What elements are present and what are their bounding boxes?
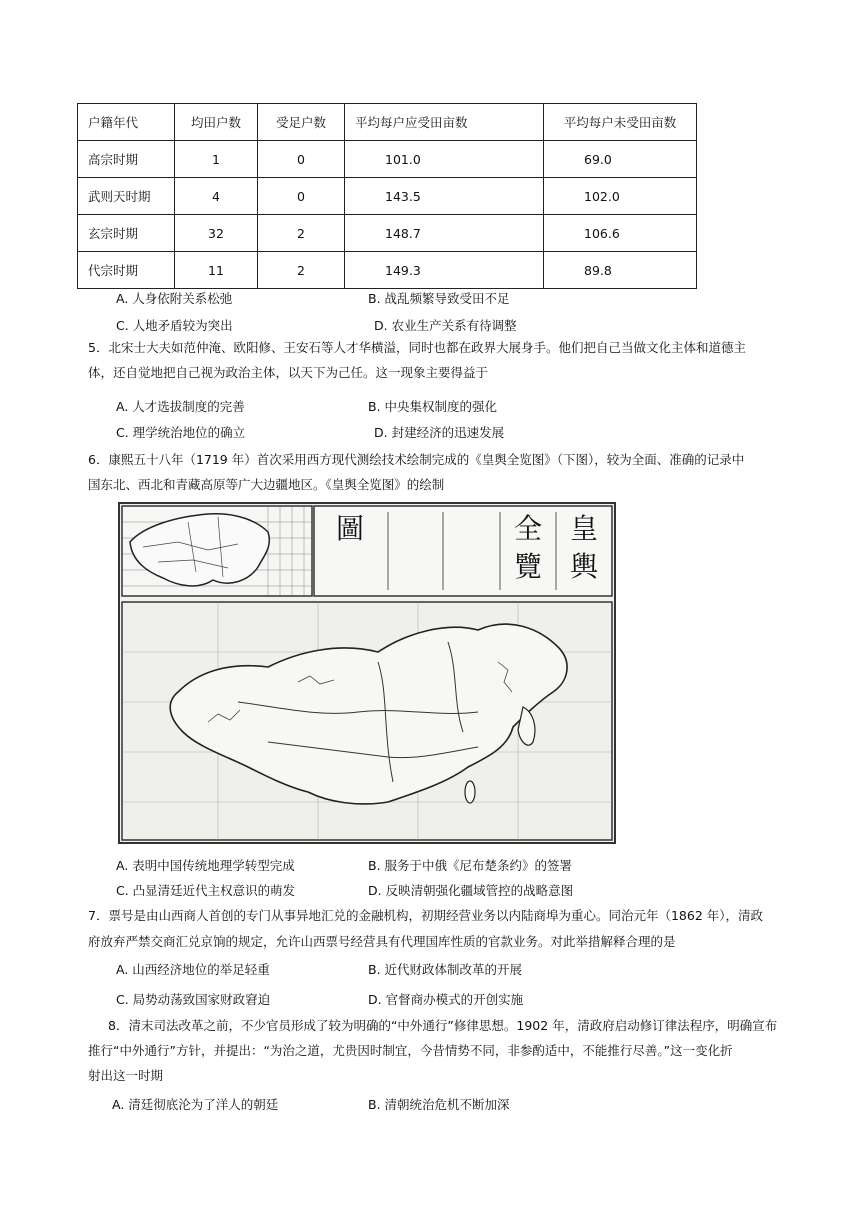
table-cell: 0	[258, 141, 345, 178]
table-cell: 武则天时期	[78, 178, 175, 215]
q6-option-c: C. 凸显清廷近代主权意识的萌发	[116, 883, 296, 898]
q5-option-d: D. 封建经济的迅速发展	[374, 425, 505, 440]
q6-option-b: B. 服务于中俄《尼布楚条约》的签署	[368, 858, 573, 873]
q5-option-a: A. 人才选拔制度的完善	[116, 399, 245, 414]
q8-option-a: A. 清廷彻底沦为了洋人的朝廷	[112, 1097, 279, 1112]
table-cell: 玄宗时期	[78, 215, 175, 252]
q5-stem-line2: 体，还自觉地把自己视为政治主体，以天下为己任。这一现象主要得益于	[88, 365, 489, 380]
q6-option-d: D. 反映清朝强化疆域管控的战略意图	[368, 883, 574, 898]
table-row	[78, 178, 697, 215]
table-cell: 89.8	[544, 252, 697, 289]
table-cell: 148.7	[345, 215, 544, 252]
q8-stem-line3: 射出这一时期	[88, 1068, 164, 1083]
q8-stem-line2: 推行“中外通行”方针，并提出：“为治之道，尤贵因时制宜，今昔情势不同，非参酌适中，不能推行尽善。”这一变化折	[88, 1043, 733, 1058]
q4-option-c: C. 人地矛盾较为突出	[116, 318, 233, 333]
map-title-char: 皇	[569, 512, 599, 545]
table-cell: 32	[175, 215, 258, 252]
table-cell: 4	[175, 178, 258, 215]
q7-stem-line2: 府放弃严禁交商汇兑京饷的规定，允许山西票号经营具有代理国库性质的官款业务。对此举措解释合理的是	[88, 934, 676, 949]
table-header-cell: 户籍年代	[78, 104, 175, 141]
table-header-cell: 平均每户未受田亩数	[544, 104, 697, 141]
table-row	[78, 141, 697, 178]
q7-option-a: A. 山西经济地位的举足轻重	[116, 962, 270, 977]
map-title-char: 圖	[335, 512, 365, 545]
table-cell: 11	[175, 252, 258, 289]
table-cell: 2	[258, 252, 345, 289]
q5-option-c: C. 理学统治地位的确立	[116, 425, 246, 440]
q6-stem-line2: 国东北、西北和青藏高原等广大边疆地区。《皇舆全览图》的绘制	[88, 477, 445, 492]
q5-option-b: B. 中央集权制度的强化	[368, 399, 498, 414]
table-cell: 2	[258, 215, 345, 252]
historical-map-image	[118, 502, 616, 844]
data-table	[77, 103, 697, 289]
q8-stem-line1: 8．清末司法改革之前，不少官员形成了较为明确的“中外通行”修律思想。1902 年，清政府启动修订律法程序，明确宣布	[108, 1018, 778, 1033]
q7-option-d: D. 官督商办模式的开创实施	[368, 992, 524, 1007]
table-cell: 代宗时期	[78, 252, 175, 289]
map-figure	[118, 502, 616, 844]
table-header-cell: 平均每户应受田亩数	[345, 104, 544, 141]
q4-option-b: B. 战乱频繁导致受田不足	[368, 291, 510, 306]
map-title-char: 輿	[569, 550, 599, 583]
q4-option-d: D. 农业生产关系有待调整	[374, 318, 517, 333]
table-cell: 0	[258, 178, 345, 215]
table-cell: 101.0	[345, 141, 544, 178]
table-cell: 高宗时期	[78, 141, 175, 178]
q5-stem-line1: 5．北宋士大夫如范仲淹、欧阳修、王安石等人才华横溢，同时也都在政界大展身手。他们把自己当做文化主体和道德主	[88, 340, 746, 355]
table-header-row	[78, 104, 697, 141]
q6-option-a: A. 表明中国传统地理学转型完成	[116, 858, 295, 873]
map-title-char: 覽	[513, 550, 543, 583]
q7-stem-line1: 7．票号是由山西商人首创的专门从事异地汇兑的金融机构，初期经营业务以内陆商埠为重心。同治元年（1862 年），清政	[88, 908, 763, 923]
table-cell: 106.6	[544, 215, 697, 252]
table-cell: 69.0	[544, 141, 697, 178]
table-cell: 143.5	[345, 178, 544, 215]
table-header-cell: 受足户数	[258, 104, 345, 141]
table-header-cell: 均田户数	[175, 104, 258, 141]
q6-stem-line1: 6．康熙五十八年（1719 年）首次采用西方现代测绘技术绘制完成的《皇舆全览图》（下图），较为全面、准确的记录中	[88, 452, 745, 467]
q7-option-b: B. 近代财政体制改革的开展	[368, 962, 523, 977]
table-row	[78, 215, 697, 252]
q4-option-a: A. 人身依附关系松弛	[116, 291, 233, 306]
table-cell: 102.0	[544, 178, 697, 215]
map-title-char: 全	[513, 512, 543, 545]
table-row	[78, 252, 697, 289]
q8-option-b: B. 清朝统治危机不断加深	[368, 1097, 510, 1112]
table-cell: 149.3	[345, 252, 544, 289]
q7-option-c: C. 局势动荡致国家财政窘迫	[116, 992, 271, 1007]
table-cell: 1	[175, 141, 258, 178]
